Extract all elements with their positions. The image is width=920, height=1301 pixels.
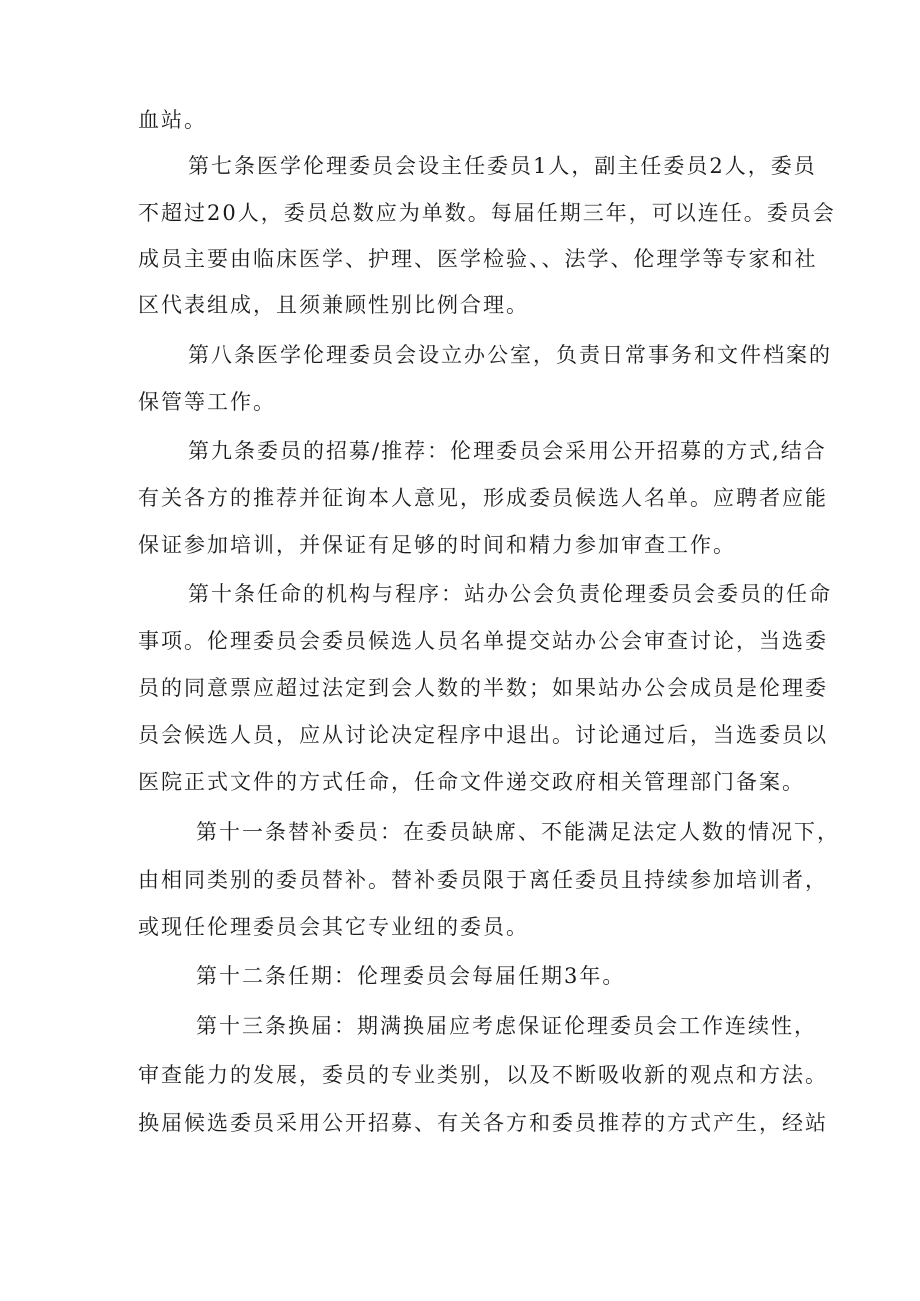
text-line: 第十三条换届：期满换届应考虑保证伦理委员会工作连续性，: [196, 1014, 817, 1038]
text-line: 换届候选委员采用公开招募、有关各方和委员推荐的方式产生，经站: [138, 1111, 828, 1135]
text-line: 第十条任命的机构与程序：站办公会负责伦理委员会委员的任命: [188, 582, 832, 606]
text-line: 区代表组成，且须兼顾性别比例合理。: [138, 293, 529, 317]
text-line: 不超过20人，委员总数应为单数。每届任期三年，可以连任。委员会: [138, 201, 836, 225]
text-line: 第九条委员的招募/推荐：伦理委员会采用公开招募的方式,结合: [188, 439, 827, 463]
text-line: 第十一条替补委员：在委员缺席、不能满足法定人数的情况下，: [196, 820, 840, 844]
text-line: 保证参加培训，并保证有足够的时间和精力参加审查工作。: [138, 533, 736, 557]
text-line: 保管等工作。: [138, 390, 276, 414]
text-line: 第十二条任期：伦理委员会每届任期3年。: [196, 964, 626, 988]
text-line: 第八条医学伦理委员会设立办公室，负责日常事务和文件档案的: [188, 343, 832, 367]
text-line: 审查能力的发展，委员的专业类别，以及不断吸收新的观点和方法。: [138, 1063, 828, 1087]
text-line: 有关各方的推荐并征询本人意见，形成委员候选人名单。应聘者应能: [138, 486, 828, 510]
text-line: 血站。: [138, 108, 207, 132]
text-line: 成员主要由临床医学、护理、医学检验、、法学、伦理学等专家和社: [138, 247, 818, 271]
text-line: 第七条医学伦理委员会设主任委员1人，副主任委员2人，委员: [188, 154, 817, 178]
text-line: 由相同类别的委员替补。替补委员限于离任委员且持续参加培训者，: [138, 868, 828, 892]
text-line: 员会候选人员，应从讨论决定程序中退出。讨论通过后，当选委员以: [138, 723, 828, 747]
text-line: 员的同意票应超过法定到会人数的半数；如果站办公会成员是伦理委: [138, 676, 828, 700]
text-line: 或现任伦理委员会其它专业纽的委员。: [138, 915, 529, 939]
text-line: 医院正式文件的方式任命，任命文件递交政府相关管理部门备案。: [138, 770, 805, 794]
text-line: 事项。伦理委员会委员候选人员名单提交站办公会审查讨论，当选委: [138, 629, 828, 653]
